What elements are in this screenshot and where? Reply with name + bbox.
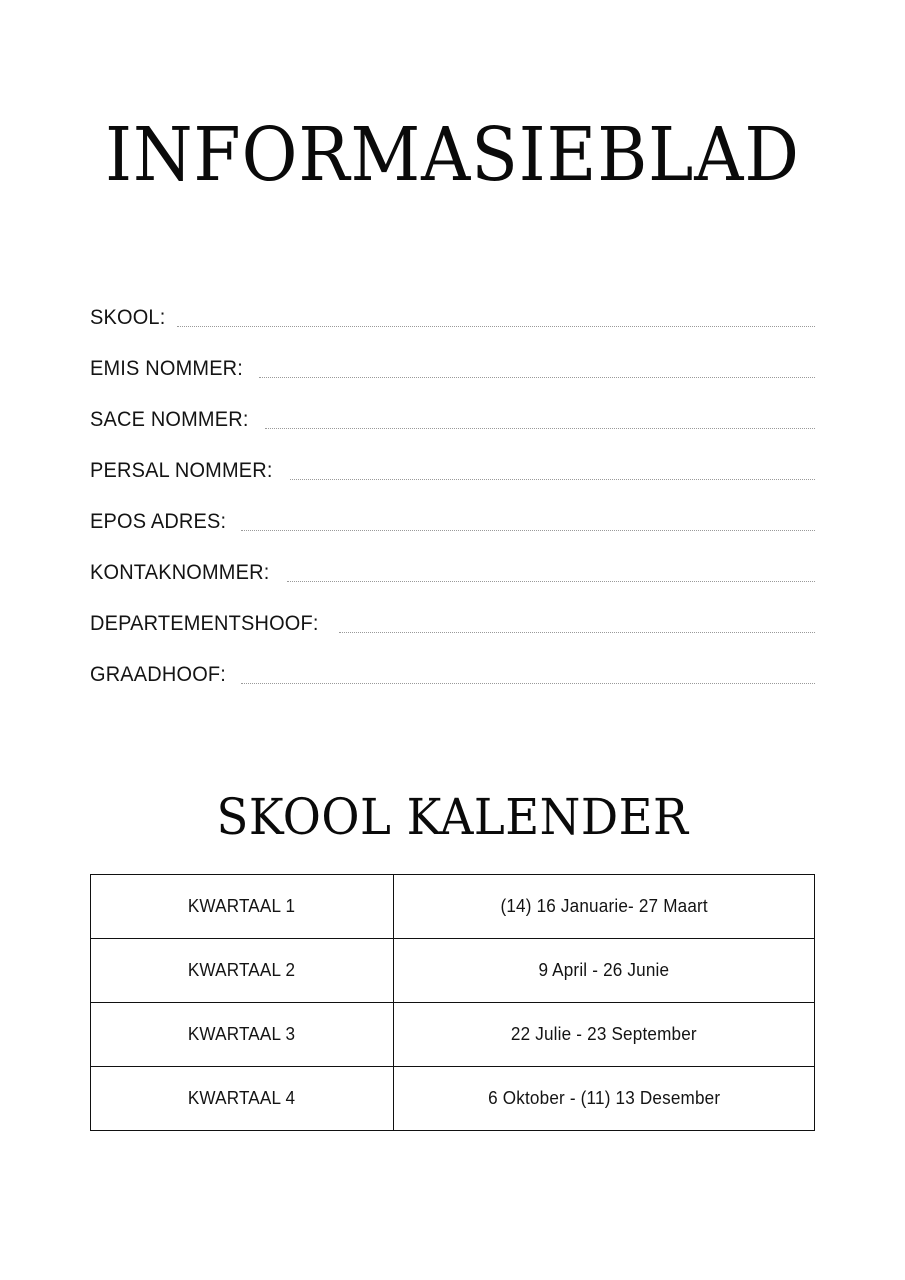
information-form [0,282,905,690]
form-input-epos-adres[interactable] [241,529,815,531]
form-label-departementshoof: DEPARTEMENTSHOOF: [90,612,319,635]
calendar-term-cell [91,1003,394,1067]
calendar-term-label: KWARTAAL 4 [188,1088,296,1108]
form-row-graadhoof [90,639,815,690]
form-label-graadhoof: GRAADHOOF: [90,663,227,686]
table-row [91,939,815,1003]
calendar-dates-cell [394,939,815,1003]
form-row-kontaknommer [90,537,815,588]
form-row-sace-nommer [90,384,815,435]
form-input-sace-nommer[interactable] [265,427,815,429]
calendar-dates-cell [394,1067,815,1131]
form-row-departementshoof [90,588,815,639]
form-input-graadhoof[interactable] [241,682,815,684]
calendar-dates-label: 6 Oktober - (11) 13 Desember [487,1088,721,1108]
calendar-term-label: KWARTAAL 1 [188,896,296,916]
form-label-emis-nommer: EMIS NOMMER: [90,357,244,380]
page-title: INFORMASIEBLAD [105,112,800,198]
calendar-dates-label: 22 Julie - 23 September [511,1024,697,1044]
calendar-dates-cell [394,875,815,939]
form-row-epos-adres [90,486,815,537]
form-row-emis-nommer [90,333,815,384]
form-label-skool: SKOOL: [90,306,166,329]
section-title-skool-kalender: SKOOL KALENDER [216,788,689,846]
form-input-persal-nommer[interactable] [290,478,815,480]
calendar-term-cell [91,1067,394,1131]
calendar-term-cell [91,939,394,1003]
calendar-term-cell [91,875,394,939]
form-row-persal-nommer [90,435,815,486]
form-input-skool[interactable] [177,325,815,327]
calendar-dates-label: 9 April - 26 Junie [538,960,670,980]
form-label-kontaknommer: KONTAKNOMMER: [90,561,270,584]
calendar-term-label: KWARTAAL 2 [188,960,296,980]
calendar-term-label: KWARTAAL 3 [188,1024,296,1044]
school-calendar-table [90,874,815,1131]
calendar-dates-label: (14) 16 Januarie- 27 Maart [500,896,708,916]
form-input-emis-nommer[interactable] [259,376,815,378]
form-label-epos-adres: EPOS ADRES: [90,510,227,533]
calendar-dates-cell [394,1003,815,1067]
table-row [91,1067,815,1131]
table-row [91,875,815,939]
form-row-skool [90,282,815,333]
form-label-sace-nommer: SACE NOMMER: [90,408,249,431]
form-label-persal-nommer: PERSAL NOMMER: [90,459,273,482]
form-input-departementshoof[interactable] [339,631,815,633]
table-row [91,1003,815,1067]
form-input-kontaknommer[interactable] [287,580,815,582]
